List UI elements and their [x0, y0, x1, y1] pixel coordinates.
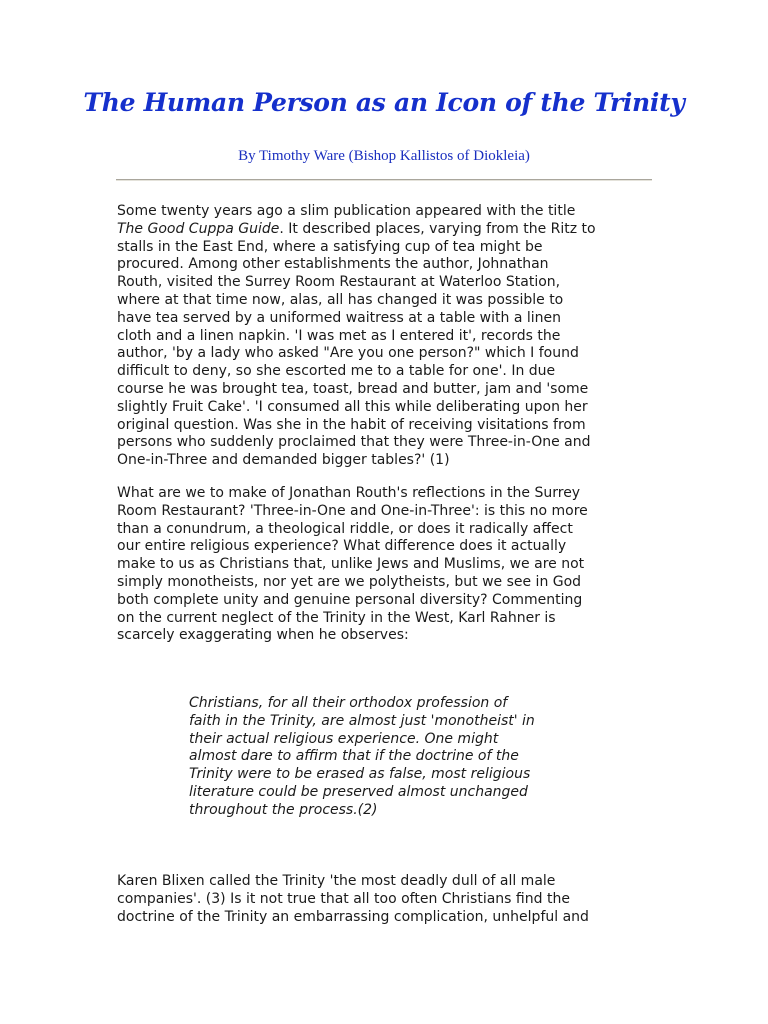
paragraph-line: slightly Fruit Cake'. 'I consumed all this while deliberating upon her — [117, 398, 588, 415]
paragraph-2 — [117, 485, 657, 645]
quote-line: throughout the process.(2) — [189, 801, 378, 818]
author-byline: By Timothy Ware (Bishop Kallistos of Diokleia) — [238, 148, 530, 164]
paragraph-line — [117, 221, 657, 239]
paragraph-line: cloth and a linen napkin. 'I was met as I entered it', records the — [117, 327, 561, 344]
paragraph-line: course he was brought tea, toast, bread and butter, jam and 'some — [117, 380, 589, 397]
paragraph-line: both complete unity and genuine personal diversity? Commenting — [117, 591, 583, 608]
paragraph-line: original question. Was she in the habit of receiving visitations from — [117, 416, 586, 433]
paragraph-line: Room Restaurant? 'Three-in-One and One-in-Three': is this no more — [117, 502, 588, 519]
paragraph-line: scarcely exaggerating when he observes: — [117, 627, 409, 644]
paragraph-line: One-in-Three and demanded bigger tables?' (1) — [117, 452, 450, 469]
paragraph-line: procured. Among other establishments the author, Johnathan — [117, 256, 549, 273]
paragraph-1 — [117, 203, 657, 470]
paragraph-line: stalls in the East End, where a satisfying cup of tea might be — [117, 238, 543, 255]
paragraph-line: companies'. (3) Is it not true that all too often Christians find the — [117, 890, 570, 907]
paragraph-line-text: . It described places, varying from the Ritz to — [279, 220, 596, 237]
paragraph-line: on the current neglect of the Trinity in the West, Karl Rahner is — [117, 609, 556, 626]
quote-line: Trinity were to be erased as false, most religious — [189, 766, 531, 783]
paragraph-line: our entire religious experience? What difference does it actually — [117, 538, 567, 555]
quote-line: faith in the Trinity, are almost just 'monotheist' in — [189, 712, 535, 729]
paragraph-line: difficult to deny, so she escorted me to a table for one'. In due — [117, 363, 556, 380]
paragraph-line: where at that time now, alas, all has changed it was possible to — [117, 291, 564, 308]
paragraph-line: Some twenty years ago a slim publication appeared with the title — [117, 203, 576, 219]
paragraph-line: have tea served by a uniformed waitress at a table with a linen — [117, 309, 561, 326]
paragraph-line: make to us as Christians that, unlike Jews and Muslims, we are not — [117, 556, 585, 573]
document-title: The Human Person as an Icon of the Trinity — [83, 88, 685, 117]
paragraph-line: author, 'by a lady who asked "Are you one person?" which I found — [117, 345, 579, 362]
book-title: The Good Cuppa Guide — [117, 220, 280, 237]
quote-line: Christians, for all their orthodox profession of — [189, 695, 508, 711]
quote-line: almost dare to affirm that if the doctrine of the — [189, 748, 519, 765]
block-quote — [189, 695, 589, 820]
paragraph-line: Routh, visited the Surrey Room Restaurant at Waterloo Station, — [117, 274, 561, 291]
horizontal-divider — [116, 179, 652, 181]
paragraph-line: than a conundrum, a theological riddle, or does it radically affect — [117, 520, 573, 537]
paragraph-line: simply monotheists, nor yet are we polytheists, but we see in God — [117, 573, 582, 590]
paragraph-line: What are we to make of Jonathan Routh's reflections in the Surrey — [117, 485, 581, 501]
quote-line: literature could be preserved almost unchanged — [189, 783, 528, 800]
paragraph-line: Karen Blixen called the Trinity 'the most deadly dull of all male — [117, 873, 556, 889]
paragraph-line: doctrine of the Trinity an embarrassing complication, unhelpful and — [117, 908, 589, 925]
quote-line: their actual religious experience. One might — [189, 730, 499, 747]
paragraph-3 — [117, 873, 657, 926]
paragraph-line: persons who suddenly proclaimed that they were Three-in-One and — [117, 434, 591, 451]
